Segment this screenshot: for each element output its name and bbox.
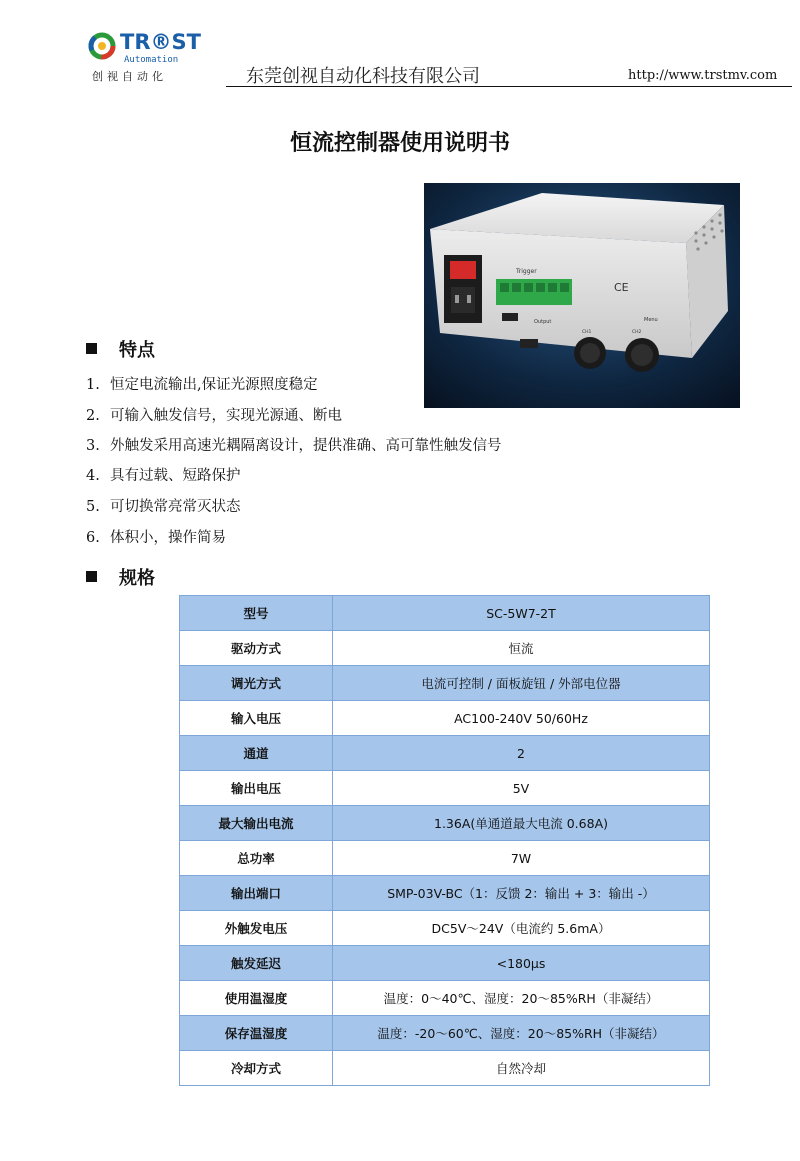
spec-label: 保存温湿度 <box>180 1016 333 1051</box>
header-rule <box>226 86 792 87</box>
spec-value: 1.36A(单通道最大电流 0.68A) <box>333 806 710 841</box>
list-item <box>86 464 241 485</box>
table-row <box>180 666 710 701</box>
spec-label: 触发延迟 <box>180 946 333 981</box>
spec-value: AC100-240V 50/60Hz <box>333 701 710 736</box>
spec-label: 输入电压 <box>180 701 333 736</box>
logo-text: TR®ST <box>120 30 201 54</box>
list-item-text: 可切换常亮常灭状态 <box>110 499 241 515</box>
specs-heading-text: 规格 <box>119 568 155 589</box>
table-row <box>180 911 710 946</box>
spec-label: 最大输出电流 <box>180 806 333 841</box>
output-label: Output <box>534 319 552 325</box>
specs-heading <box>86 564 155 590</box>
spec-label: 总功率 <box>180 841 333 876</box>
table-row <box>180 596 710 631</box>
spec-label: 型号 <box>180 596 333 631</box>
list-item-number: 4. <box>86 468 100 484</box>
spec-value: 7W <box>333 841 710 876</box>
list-item <box>86 404 342 425</box>
knob-label-ch1: CH1 <box>582 330 592 335</box>
spec-label: 输出端口 <box>180 876 333 911</box>
list-item-text: 具有过载、短路保护 <box>110 468 241 484</box>
spec-value: 自然冷却 <box>333 1051 710 1086</box>
website-url[interactable]: http://www.trstmv.com <box>628 68 778 83</box>
list-item-number: 3. <box>86 438 100 454</box>
trigger-label: Trigger <box>516 268 537 275</box>
spec-label: 驱动方式 <box>180 631 333 666</box>
knob-label-ch2: CH2 <box>632 330 642 335</box>
ce-mark: CE <box>614 281 629 294</box>
logo-chinese-name: 创视自动化 <box>92 70 167 83</box>
logo-subtext: Automation <box>124 55 179 65</box>
spec-value: 温度：-20～60℃、湿度：20～85%RH（非凝结） <box>333 1016 710 1051</box>
list-item-number: 1. <box>86 377 100 393</box>
list-item-number: 2. <box>86 408 100 424</box>
spec-table <box>179 595 710 1086</box>
spec-value: 2 <box>333 736 710 771</box>
spec-label: 调光方式 <box>180 666 333 701</box>
table-row <box>180 701 710 736</box>
bullet-square-icon <box>86 343 97 354</box>
spec-label: 外触发电压 <box>180 911 333 946</box>
table-row <box>180 1051 710 1086</box>
menu-label: Menu <box>644 317 658 323</box>
spec-value: <180μs <box>333 946 710 981</box>
company-logo <box>86 28 201 84</box>
list-item-number: 5. <box>86 499 100 515</box>
list-item-text: 可输入触发信号，实现光源通、断电 <box>110 408 342 424</box>
table-row <box>180 981 710 1016</box>
list-item-number: 6. <box>86 530 100 546</box>
product-photo <box>424 183 740 408</box>
list-item-text: 恒定电流输出,保证光源照度稳定 <box>110 377 318 393</box>
list-item <box>86 373 318 394</box>
table-row <box>180 771 710 806</box>
table-row <box>180 1016 710 1051</box>
table-row <box>180 631 710 666</box>
list-item <box>86 434 502 455</box>
spec-value: 电流可控制 / 面板旋钮 / 外部电位器 <box>333 666 710 701</box>
spec-label: 输出电压 <box>180 771 333 806</box>
features-heading <box>86 336 155 362</box>
table-row <box>180 946 710 981</box>
spec-value: 温度：0～40℃、湿度：20～85%RH（非凝结） <box>333 981 710 1016</box>
table-row <box>180 736 710 771</box>
list-item <box>86 526 226 547</box>
list-item <box>86 495 241 516</box>
table-row <box>180 841 710 876</box>
spec-value: DC5V～24V（电流约 5.6mA） <box>333 911 710 946</box>
list-item-text: 体积小，操作简易 <box>110 530 226 546</box>
bullet-square-icon <box>86 571 97 582</box>
spec-value: SC-5W7-2T <box>333 596 710 631</box>
spec-value: 5V <box>333 771 710 806</box>
spec-value: SMP-03V-BC（1：反馈 2：输出 + 3：输出 -） <box>333 876 710 911</box>
spec-value: 恒流 <box>333 631 710 666</box>
spec-label: 冷却方式 <box>180 1051 333 1086</box>
features-heading-text: 特点 <box>119 340 155 361</box>
logo-emblem-icon <box>86 28 124 66</box>
list-item-text: 外触发采用高速光耦隔离设计，提供准确、高可靠性触发信号 <box>110 438 502 454</box>
company-name: 东莞创视自动化科技有限公司 <box>246 66 480 87</box>
document-title: 恒流控制器使用说明书 <box>289 130 510 156</box>
spec-label: 通道 <box>180 736 333 771</box>
table-row <box>180 876 710 911</box>
spec-label: 使用温湿度 <box>180 981 333 1016</box>
table-row <box>180 806 710 841</box>
